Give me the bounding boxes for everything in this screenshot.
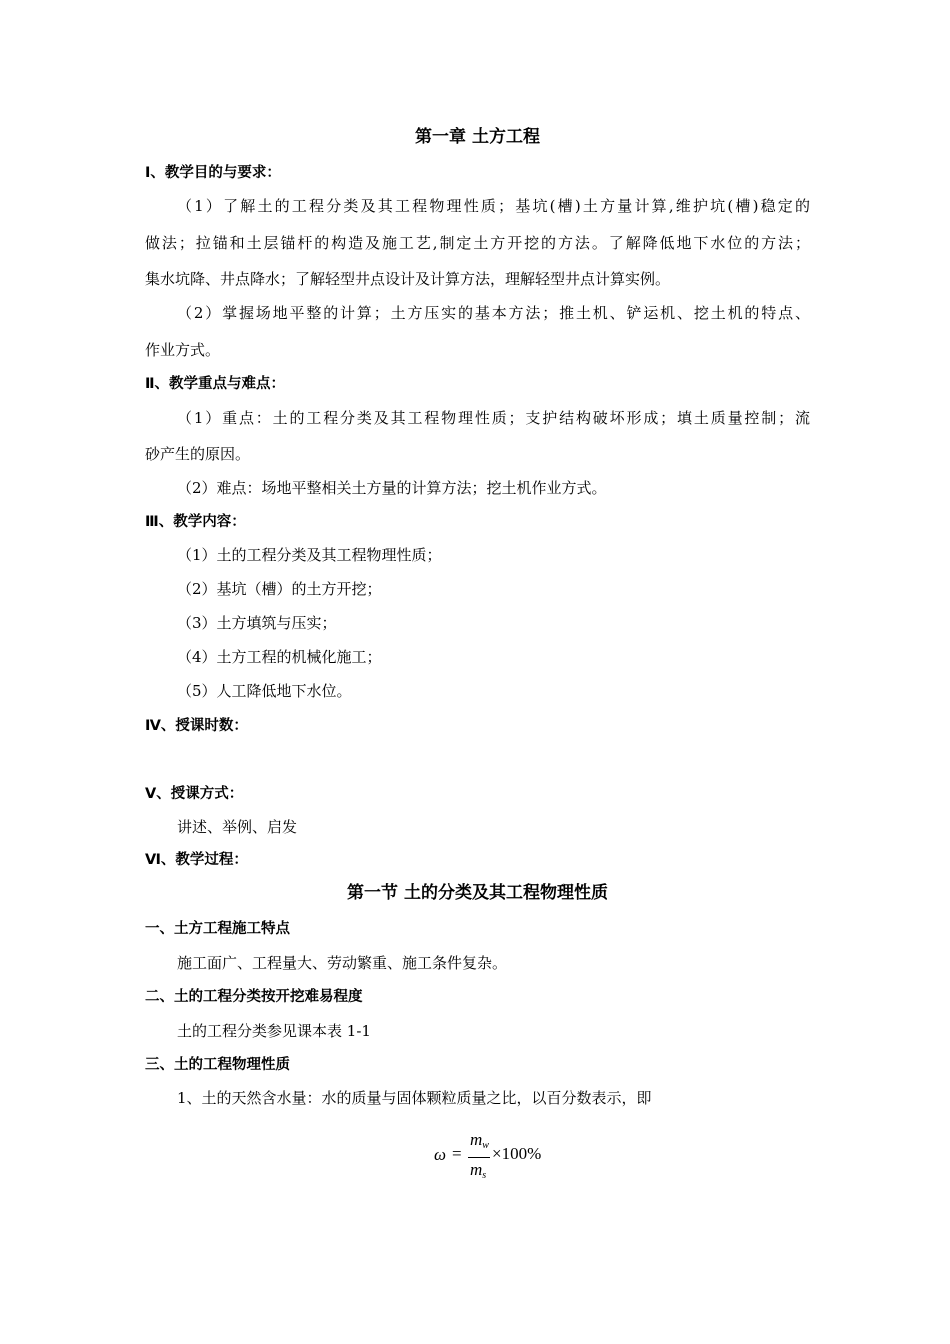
section-heading-2: Ⅱ、教学重点与难点： (145, 376, 286, 392)
section-heading-6: Ⅵ、教学过程： (145, 852, 248, 868)
section-heading-5: Ⅴ、授课方式： (145, 786, 244, 802)
section-heading-4: Ⅳ、授课时数： (145, 718, 248, 734)
paragraph-line: 作业方式。 (145, 341, 221, 359)
list-item: （3）土方填筑与压实； (177, 614, 337, 632)
list-item: （1）土的工程分类及其工程物理性质； (177, 546, 442, 564)
chapter-title: 第一章 土方工程 (415, 127, 540, 147)
subsection-heading: 二、土的工程分类按开挖难易程度 (145, 989, 363, 1005)
paragraph-line: 做法；拉锚和土层锚杆的构造及施工艺,制定土方开挖的方法。了解降低地下水位的方法； (145, 234, 810, 252)
paragraph-line: （2）难点：场地平整相关土方量的计算方法；挖土机作业方式。 (177, 479, 607, 497)
paragraph-line: 1、土的天然含水量：水的质量与固体颗粒质量之比，以百分数表示，即 (177, 1089, 652, 1107)
list-item: （2）基坑（槽）的土方开挖； (177, 580, 382, 598)
paragraph-line: （1）重点：土的工程分类及其工程物理性质；支护结构破坏形成；填土质量控制；流 (177, 409, 810, 427)
formula-numerator-sub: w (482, 1140, 489, 1151)
list-item: （4）土方工程的机械化施工； (177, 648, 382, 666)
formula-omega: ω (434, 1145, 447, 1164)
list-item: （5）人工降低地下水位。 (177, 682, 352, 700)
formula-numerator-base: m (470, 1130, 483, 1149)
paragraph-line: 集水坑降、井点降水；了解轻型井点设计及计算方法，理解轻型井点计算实例。 (145, 270, 671, 288)
formula-fraction-bar (468, 1157, 490, 1158)
paragraph-line: （2）掌握场地平整的计算；土方压实的基本方法；推土机、铲运机、挖土机的特点、 (177, 304, 810, 322)
paragraph-line: 讲述、举例、启发 (177, 818, 298, 836)
section-heading-1: Ⅰ、教学目的与要求： (145, 165, 281, 181)
section-heading-3: Ⅲ、教学内容： (145, 514, 246, 530)
formula-equals: = (452, 1144, 462, 1163)
formula-denominator-base: m (470, 1160, 483, 1179)
formula-denominator-sub: s (482, 1170, 487, 1181)
section-title: 第一节 土的分类及其工程物理性质 (347, 883, 608, 903)
paragraph-line: （1）了解土的工程分类及其工程物理性质；基坑(槽)土方量计算,维护坑(槽)稳定的 (177, 197, 810, 215)
subsection-heading: 三、土的工程物理性质 (145, 1057, 290, 1073)
formula-percent-factor: ×100% (492, 1144, 542, 1163)
paragraph-line: 施工面广、工程量大、劳动繁重、施工条件复杂。 (177, 954, 508, 972)
subsection-heading: 一、土方工程施工特点 (145, 921, 290, 937)
formula-denominator (470, 1160, 486, 1181)
water-content-formula (430, 1130, 570, 1186)
paragraph-line: 土的工程分类参见课本表 1-1 (177, 1022, 371, 1040)
formula-numerator (470, 1130, 489, 1151)
paragraph-line: 砂产生的原因。 (145, 445, 251, 463)
